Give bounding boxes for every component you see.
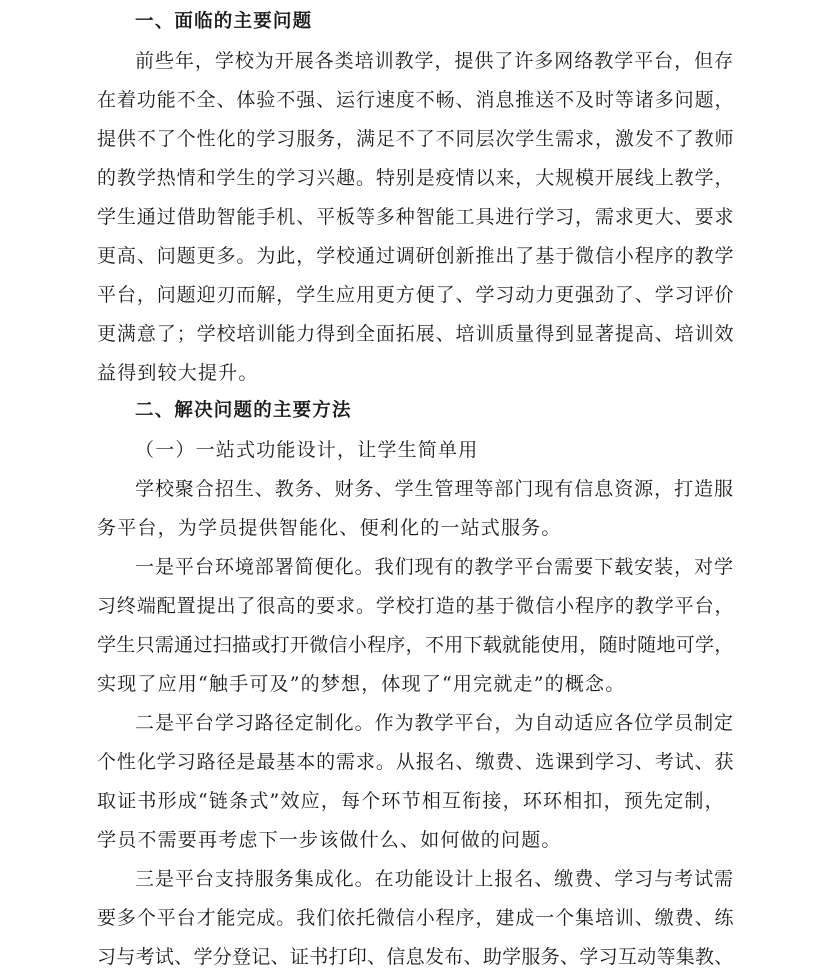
section-heading-2: 二、解决问题的主要方法 — [135, 400, 352, 421]
paragraph-line: 三是平台支持服务集成化。在功能设计上报名、缴费、学习与考试需 — [135, 868, 735, 890]
paragraph-line: 在着功能不全、体验不强、运行速度不畅、消息推送不及时等诸多问题， — [97, 89, 735, 111]
paragraph-line: 益得到较大提升。 — [97, 362, 259, 384]
paragraph-line: 更满意了；学校培训能力得到全面拓展、培训质量得到显著提高、培训效 — [97, 323, 735, 345]
paragraph-line: 要多个平台才能完成。我们依托微信小程序，建成一个集培训、缴费、练 — [97, 907, 735, 929]
paragraph-line: 二是平台学习路径定制化。作为教学平台，为自动适应各位学员制定 — [135, 712, 735, 734]
paragraph-line: 务平台，为学员提供智能化、便利化的一站式服务。 — [97, 517, 562, 539]
paragraph-line: 个性化学习路径是最基本的需求。从报名、缴费、选课到学习、考试、获 — [97, 751, 735, 773]
paragraph-line: 实现了应用“触手可及”的梦想，体现了“用完就走”的概念。 — [97, 673, 626, 695]
paragraph-line: 的教学热情和学生的学习兴趣。特别是疫情以来，大规模开展线上教学， — [97, 167, 735, 189]
paragraph-line: 提供不了个性化的学习服务，满足不了不同层次学生需求，激发不了教师 — [97, 128, 735, 150]
paragraph-line: 学校聚合招生、教务、财务、学生管理等部门现有信息资源，打造服 — [135, 478, 735, 500]
paragraph-line: 学生只需通过扫描或打开微信小程序，不用下载就能使用，随时随地可学， — [97, 634, 734, 656]
paragraph-line: 习与考试、学分登记、证书打印、信息发布、助学服务、学习互动等集教、 — [97, 946, 734, 968]
paragraph-line: 前些年，学校为开展各类培训教学，提供了许多网络教学平台，但存 — [135, 50, 735, 72]
section-heading-1: 一、面临的主要问题 — [135, 11, 313, 32]
paragraph-line: 学生通过借助智能手机、平板等多种智能工具进行学习，需求更大、要求 — [97, 206, 735, 228]
subsection-heading: （一）一站式功能设计，让学生简单用 — [135, 439, 479, 461]
paragraph-line: 一是平台环境部署简便化。我们现有的教学平台需要下载安装，对学 — [135, 556, 735, 578]
paragraph-line: 学员不需要再考虑下一步该做什么、如何做的问题。 — [97, 829, 562, 851]
paragraph-line: 取证书形成“链条式”效应，每个环节相互衔接，环环相扣，预先定制， — [97, 790, 725, 812]
paragraph-line: 更高、问题更多。为此，学校通过调研创新推出了基于微信小程序的教学 — [97, 245, 735, 267]
paragraph-line: 平台，问题迎刃而解，学生应用更方便了、学习动力更强劲了、学习评价 — [97, 284, 735, 306]
paragraph-line: 习终端配置提出了很高的要求。学校打造的基于微信小程序的教学平台， — [97, 595, 735, 617]
